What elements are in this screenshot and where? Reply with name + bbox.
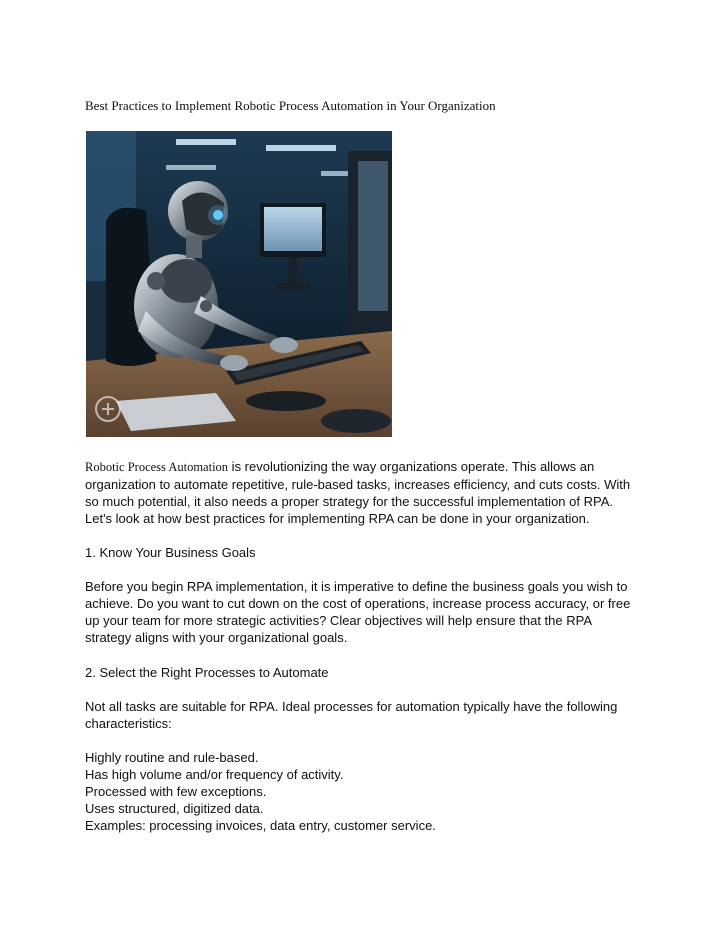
list-item: Uses structured, digitized data. <box>85 801 264 816</box>
section2-paragraph: Not all tasks are suitable for RPA. Ideal processes for automation typically have the following characteristics: <box>85 699 618 731</box>
characteristics-list <box>85 749 645 834</box>
rpa-link[interactable]: Robotic Process Automation <box>85 460 229 474</box>
section1-paragraph: Before you begin RPA implementation, it is imperative to define the business goals you wish to achieve. Do you want to cut down on the cost of operations, increase process accuracy, or free up your team for more strategic activities? Clear objectives will help ensure that the RPA strategy aligns with your organizational goals. <box>85 579 631 645</box>
robot-at-computer-image <box>86 131 392 437</box>
hero-image <box>86 131 392 437</box>
section2-heading: 2. Select the Right Processes to Automate <box>85 665 329 680</box>
section1-heading: 1. Know Your Business Goals <box>85 545 256 560</box>
list-item: Examples: processing invoices, data entry, customer service. <box>85 818 436 833</box>
list-item: Highly routine and rule-based. <box>85 750 259 765</box>
document-title: Best Practices to Implement Robotic Process Automation in Your Organization <box>85 98 496 113</box>
list-item: Processed with few exceptions. <box>85 784 267 799</box>
list-item: Has high volume and/or frequency of activity. <box>85 767 344 782</box>
intro-paragraph: Robotic Process Automation is revolutionizing the way organizations operate. This allows an organization to automate repetitive, rule-based tasks, increases efficiency, and cuts costs. With so much potential, it also needs a proper strategy for the successful implementation of RPA. Let's look at how best practices for implementing RPA can be done in your organization. <box>85 459 631 526</box>
